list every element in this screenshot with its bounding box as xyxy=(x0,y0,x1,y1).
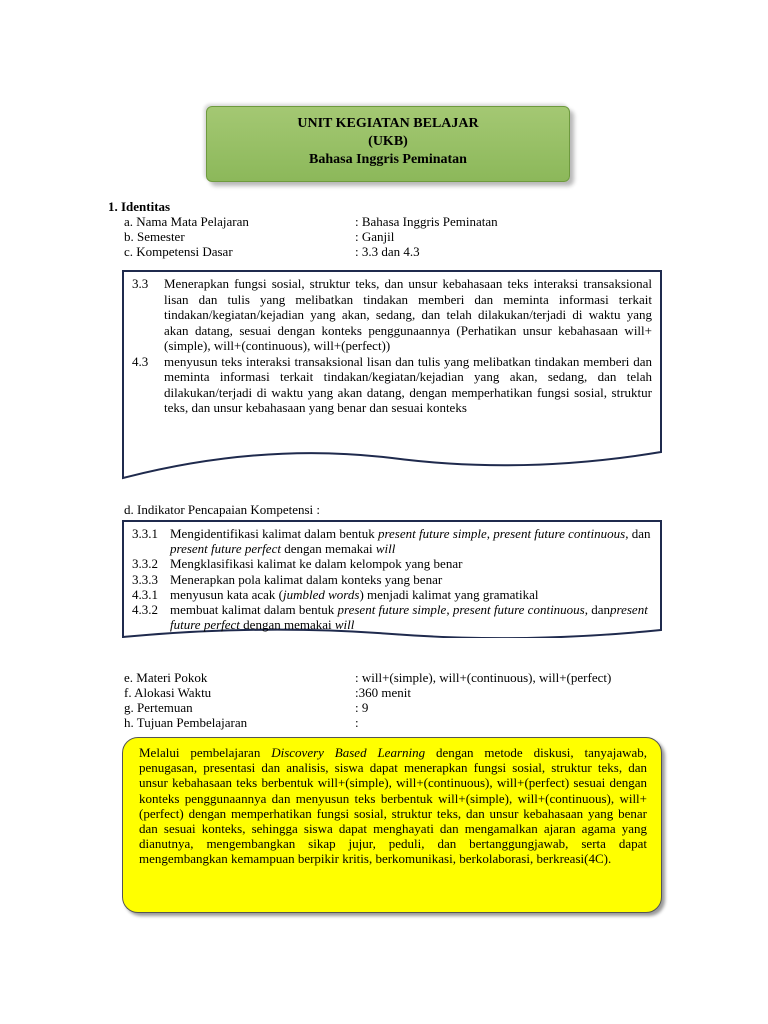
indikator-item xyxy=(132,556,652,571)
indikator-italic: will xyxy=(375,541,396,557)
tujuan-text-start: Melalui pembelajaran xyxy=(139,745,272,760)
indikator-text: , dan xyxy=(625,526,651,541)
indikator-heading: d. Indikator Pencapaian Kompetensi : xyxy=(124,502,321,517)
detail-label: f. Alokasi Waktu xyxy=(124,685,212,700)
identitas-value: : Ganjil xyxy=(355,229,395,244)
detail-value: : 9 xyxy=(355,700,369,715)
indikator-item xyxy=(132,526,652,556)
kompetensi-dasar-box xyxy=(122,270,662,482)
indikator-item xyxy=(132,602,652,632)
indikator-number: 4.3.1 xyxy=(132,586,158,602)
kompetensi-number: 3.3 xyxy=(132,276,149,291)
identitas-label: a. Nama Mata Pelajaran xyxy=(124,214,249,229)
tujuan-method: Discovery Based Learning xyxy=(271,745,426,760)
identitas-value: : Bahasa Inggris Peminatan xyxy=(355,214,498,229)
detail-label: g. Pertemuan xyxy=(124,700,193,715)
indikator-text: dengan memakai xyxy=(280,541,376,557)
indikator-text: dengan memakai xyxy=(239,617,335,633)
indikator-box xyxy=(122,520,662,638)
title-line-3: Bahasa Inggris Peminatan xyxy=(309,152,467,167)
kompetensi-number: 4.3 xyxy=(132,353,149,369)
indikator-italic: present future continuous xyxy=(452,602,585,618)
identitas-heading: 1. Identitas xyxy=(108,199,171,214)
indikator-text: Mengidentifikasi kalimat dalam bentuk xyxy=(170,526,378,541)
indikator-italic: present future perfect xyxy=(170,602,648,633)
indikator-number: 4.3.2 xyxy=(132,602,158,618)
tujuan-text-rest: dengan metode diskusi, tanyajawab, penugasan, presentasi dan analisis, siswa dapat menerapkan fungsi sosial, struktur teks, dan unsur kebahasaan teks berbentuk will+(simple), will+(continuous), will+(perfect) sesuai dengan konteks penggunaannya dan menyusun teks berbentuk will+(simple), will+(continuous), will+(perfect) dengan memperhatikan fungsi sosial, struktur teks, dan unsur kebahasaan yang benar dan sesuai konteks, sehingga siswa dapat menghayati dan mengamalkan ajaran agama yang dianutnya, mengembangkan sikap jujur, peduli, dan bertanggungjawab, serta dapat mengembangkan kemampuan berpikir kritis, berkomunikasi, berkolaborasi, berkreasi(4C). xyxy=(139,745,647,867)
kompetensi-item xyxy=(132,276,652,354)
detail-label: e. Materi Pokok xyxy=(124,670,208,685)
title-banner xyxy=(206,106,570,182)
indikator-italic: present future simple xyxy=(337,602,447,618)
identitas-label: c. Kompetensi Dasar xyxy=(124,244,233,259)
kompetensi-item xyxy=(132,354,652,416)
indikator-text: , dan xyxy=(584,602,611,618)
indikator-italic: jumbled words xyxy=(282,586,360,602)
indikator-text: , xyxy=(486,526,494,541)
kompetensi-text: menyusun teks interaksi transaksional lisan dan tulis yang melibatkan tindakan memberi dan meminta informasi terkait tindakan/kegiatan/kejadian yang akan, sedang, dan telah dilakukan/terjadi di waktu yang akan datang, dengan memperhatikan fungsi sosial, struktur teks, dan unsur kebahasaan yang benar dan sesuai konteks xyxy=(164,353,652,415)
detail-label: h. Tujuan Pembelajaran xyxy=(124,715,248,730)
indikator-text: , xyxy=(446,602,453,618)
indikator-item xyxy=(132,572,652,587)
tujuan-box xyxy=(122,737,662,913)
indikator-number: 3.3.2 xyxy=(132,556,158,572)
indikator-text: Menerapkan pola kalimat dalam konteks yang benar xyxy=(170,571,443,587)
identitas-value: : 3.3 dan 4.3 xyxy=(355,244,420,259)
detail-value: : will+(simple), will+(continuous), will+(perfect) xyxy=(355,670,612,685)
indikator-item xyxy=(132,587,652,602)
indikator-number: 3.3.3 xyxy=(132,571,158,587)
title-line-2: (UKB) xyxy=(368,134,408,149)
indikator-italic: present future continuous xyxy=(493,526,626,541)
tujuan-text xyxy=(139,745,647,867)
indikator-italic: present future simple xyxy=(377,526,487,541)
indikator-text: menyusun kata acak ( xyxy=(170,586,283,602)
indikator-number: 3.3.1 xyxy=(132,526,158,541)
indikator-text: membuat kalimat dalam bentuk xyxy=(170,602,338,618)
indikator-italic: will xyxy=(334,617,355,633)
indikator-text: ) menjadi kalimat yang gramatikal xyxy=(359,586,539,602)
detail-value: : xyxy=(355,715,359,730)
indikator-italic: present future perfect xyxy=(170,541,281,557)
identitas-label: b. Semester xyxy=(124,229,185,244)
kompetensi-text: Menerapkan fungsi sosial, struktur teks, dan unsur kebahasaan teks interaksi transaksional lisan dan tulis yang melibatkan tindakan memberi dan meminta informasi terkait tindakan/kegiatan/kejadian yang akan, sedang, dan telah dilakukan/terjadi di waktu yang akan datang, sesuai dengan konteks penggunaannya (Perhatikan unsur kebahasaan will+(simple), will+(continuous), will+(perfect)) xyxy=(164,276,652,353)
detail-value: :360 menit xyxy=(355,685,411,700)
title-line-1: UNIT KEGIATAN BELAJAR xyxy=(297,116,479,131)
indikator-text: Mengklasifikasi kalimat ke dalam kelompok yang benar xyxy=(170,556,463,572)
